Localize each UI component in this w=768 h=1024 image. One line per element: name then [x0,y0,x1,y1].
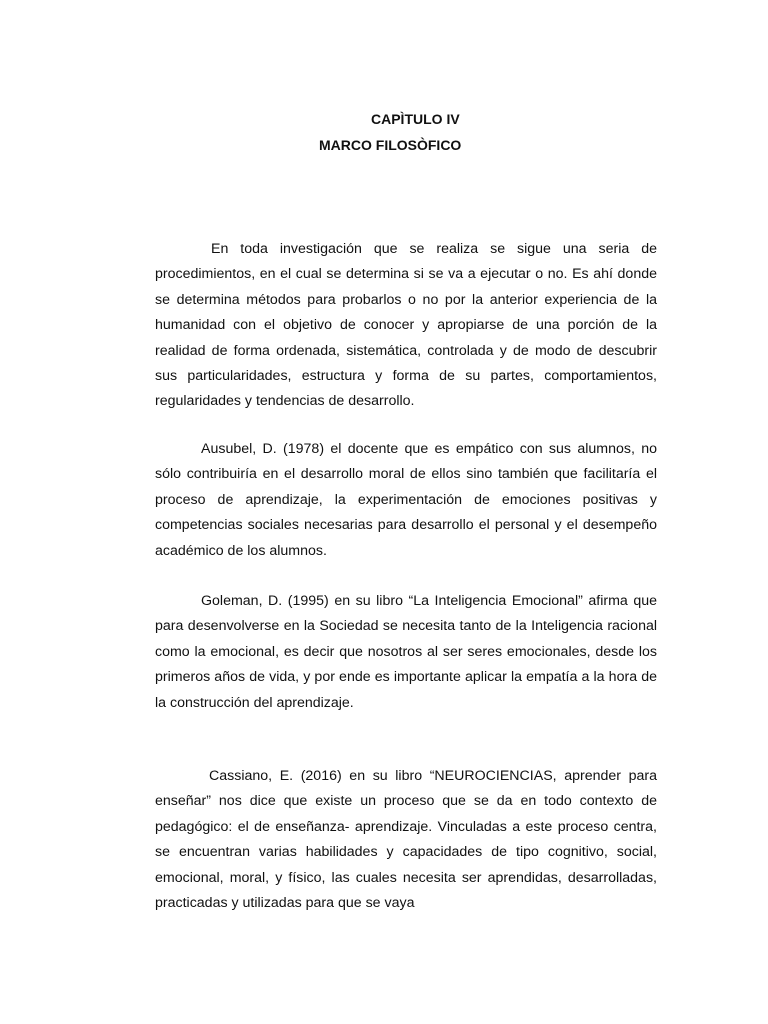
chapter-heading: CAPÌTULO IV [371,111,460,127]
paragraph-ausubel: Ausubel, D. (1978) el docente que es empático con sus alumnos, no sólo contribuiría en el desarrollo moral de ellos sino también que facilitaría el proceso de aprendizaje, la experimentación de emociones positivas y competencias sociales necesarias para desarrollo el personal y el desempeño académico de los alumnos. [155,441,657,559]
paragraph-introduction: En toda investigación que se realiza se sigue una seria de procedimientos, en el cual se determina si se va a ejecutar o no. Es ahí donde se determina métodos para probarlos o no por la anterior experiencia de la humanidad con el objetivo de conocer y apropiarse de una porción de la realidad de forma ordenada, sistemática, controlada y de modo de descubrir sus particularidades, estructura y forma de su partes, comportamientos, regularidades y tendencias de desarrollo. [155,241,657,410]
paragraph-goleman: Goleman, D. (1995) en su libro “La Inteligencia Emocional” afirma que para desenvolverse en la Sociedad se necesita tanto de la Inteligencia racional como la emocional, es decir que nosotros al ser seres emocionales, desde los primeros años de vida, y por ende es importante aplicar la empatía a la hora de la construcción del aprendizaje. [155,593,657,711]
section-heading: MARCO FILOSÒFICO [319,137,462,153]
paragraph-cassiano: Cassiano, E. (2016) en su libro “NEUROCIENCIAS, aprender para enseñar” nos dice que existe un proceso que se da en todo contexto de pedagógico: el de enseñanza- aprendizaje. Vinculadas a este proceso centra, se encuentran varias habilidades y capacidades de tipo cognitivo, social, emocional, moral, y físico, las cuales necesita ser aprendidas, desarrolladas, practicadas y utilizadas para que se vaya [155,768,657,912]
